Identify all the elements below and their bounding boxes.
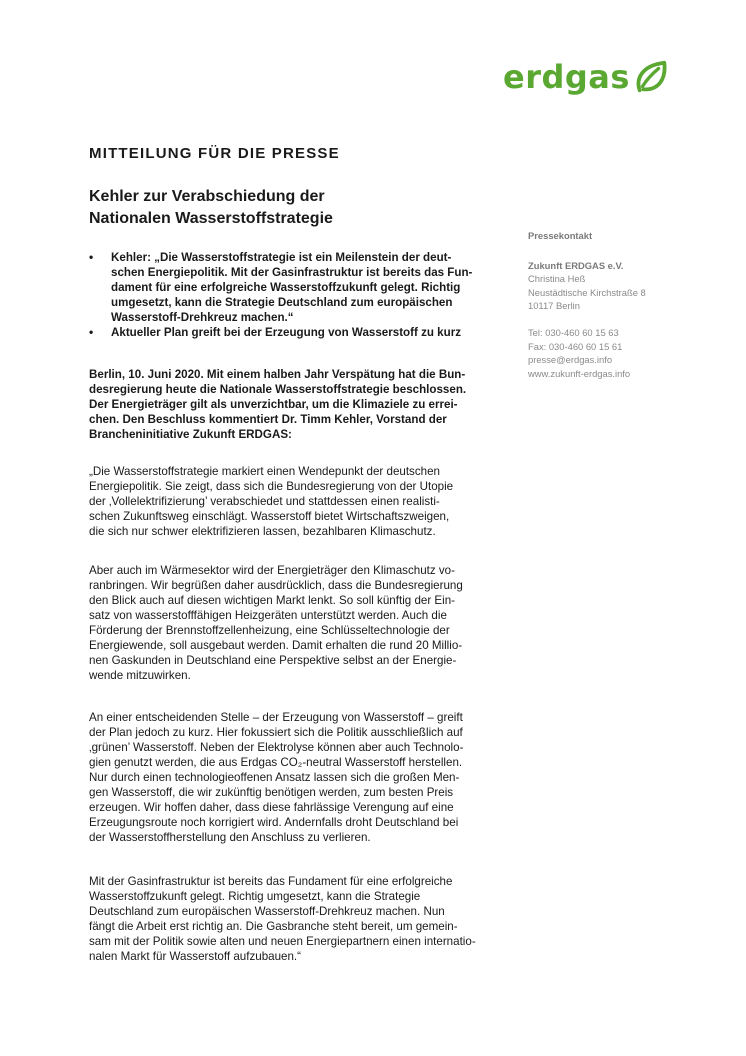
bullet-line: • Aktueller Plan greift bei der Erzeugung von Wasserstoff zu kurz: [111, 326, 462, 339]
text-line: schen Zukunftsweg einschlägt. Wasserstoff bietet Wirtschaftszweigen,: [89, 510, 450, 523]
text-line: gien genutzt werden, die aus Erdgas CO₂-neutral Wasserstoff herstellen.: [89, 756, 463, 769]
contact-city: 10117 Berlin: [528, 300, 580, 312]
text-line: Berlin, 10. Juni 2020. Mit einem halben Jahr Verspätung hat die Bun-: [89, 368, 466, 381]
contact-phone: Tel: 030-460 60 15 63: [528, 326, 619, 338]
contact-title: Pressekontakt: [528, 230, 593, 241]
logo-wordmark: erdgas: [503, 58, 630, 96]
text-line: ‚grünen’ Wasserstoff. Neben der Elektrolyse können aber auch Technolo-: [89, 741, 464, 754]
text-line: Energiepolitik. Sie zeigt, dass sich die Bundesregierung von der Utopie: [89, 480, 454, 493]
contact-email[interactable]: presse@erdgas.info: [528, 354, 613, 366]
contact-fax: Fax: 030-460 60 15 61: [528, 340, 623, 352]
text-line: wende mitzuwirken.: [89, 669, 191, 682]
body-paragraph: [89, 563, 505, 683]
contact-street: Neustädtische Kirchstraße 8: [528, 286, 646, 298]
text-line: Förderung der Brennstoffzellenheizung, eine Schlüsseltechnologie der: [89, 624, 450, 637]
text-line: Wasserstoffzukunft gelegt. Richtig umgesetzt, kann die Strategie: [89, 890, 421, 903]
text-line: Energiewende, soll ausgebaut werden. Damit erhalten die rund 20 Millio-: [89, 639, 463, 652]
text-line: sam mit der Politik sowie alten und neuen Energiepartnern einen internatio-: [89, 935, 476, 948]
text-line: gen Wasserstoff, die wir zukünftig benötigen werden, zum besten Preis: [89, 786, 454, 799]
text-line: fängt die Arbeit erst richtig an. Die Gasbranche steht bereit, um gemein-: [89, 920, 458, 933]
text-line: nen Gaskunden in Deutschland eine Perspektive selbst an der Energie-: [89, 654, 457, 667]
text-line: der Wasserstoffherstellung den Anschluss zu verlieren.: [89, 831, 371, 844]
bullet-line: schen Energiepolitik. Mit der Gasinfrastruktur ist bereits das Fun-: [111, 266, 473, 279]
text-line: Deutschland zum europäischen Wasserstoff-Drehkreuz machen. Nun: [89, 905, 445, 918]
text-line: Brancheninitiative Zukunft ERDGAS:: [89, 428, 292, 441]
text-line: chen. Den Beschluss kommentiert Dr. Timm Kehler, Vorstand der: [89, 413, 447, 426]
bullet-item: [89, 325, 503, 340]
summary-bullets: [89, 250, 503, 340]
contact-website[interactable]: www.zukunft-erdgas.info: [528, 367, 631, 379]
press-contact: [528, 229, 728, 380]
text-line: desregierung heute die Nationale Wasserstoffstrategie beschlossen.: [89, 383, 467, 396]
contact-organization: Zukunft ERDGAS e.V.: [528, 259, 624, 271]
lead-paragraph: [89, 367, 505, 442]
body-paragraph: [89, 874, 505, 964]
text-line: die sich nur schwer elektrifizieren lassen, bezahlbaren Klimaschutz.: [89, 525, 436, 538]
bullet-line: • Kehler: „Die Wasserstoffstrategie ist ein Meilenstein der deut-: [111, 251, 452, 264]
text-line: An einer entscheidenden Stelle – der Erzeugung von Wasserstoff – greift: [89, 711, 463, 724]
text-line: Der Energieträger gilt als unverzichtbar, um die Klimaziele zu errei-: [89, 398, 458, 411]
body-paragraph: [89, 464, 505, 539]
text-line: Aber auch im Wärmesektor wird der Energieträger den Klimaschutz vo-: [89, 564, 455, 577]
text-line: Nur durch einen technologieoffenen Ansatz lassen sich die großen Men-: [89, 771, 460, 784]
text-line: der ‚Vollelektrifizierung’ verabschiedet und stattdessen einen realisti-: [89, 495, 440, 508]
text-line: satz von wasserstofffähigen Heizgeräten unterstützt werden. Auch die: [89, 609, 447, 622]
brand-logo: [503, 54, 673, 100]
press-release-label: MITTEILUNG FÜR DIE PRESSE: [89, 145, 340, 162]
title-line: Kehler zur Verabschiedung der: [89, 188, 325, 205]
text-line: der Plan jedoch zu kurz. Hier fokussiert sich die Politik ausschließlich auf: [89, 726, 463, 739]
bullet-line: umgesetzt, kann die Strategie Deutschland zum europäischen: [111, 296, 453, 309]
body-paragraph: [89, 710, 505, 845]
title-line: Nationalen Wasserstoffstrategie: [89, 210, 333, 227]
text-line: „Die Wasserstoffstrategie markiert einen Wendepunkt der deutschen: [89, 465, 440, 478]
text-line: Erzeugungsroute noch korrigiert wird. Andernfalls droht Deutschland bei: [89, 816, 459, 829]
text-line: nalen Markt für Wasserstoff aufzubauen.“: [89, 950, 302, 963]
contact-person: Christina Heß: [528, 273, 586, 285]
bullet-line: dament für eine erfolgreiche Wasserstoffzukunft gelegt. Richtig: [111, 281, 461, 294]
text-line: den Blick auch auf diesen wichtigen Markt lenkt. So soll künftig der Ein-: [89, 594, 456, 607]
text-line: Mit der Gasinfrastruktur ist bereits das Fundament für eine erfolgreiche: [89, 875, 453, 888]
text-line: erzeugen. Wir hoffen daher, dass diese fahrlässige Verengung auf eine: [89, 801, 454, 814]
bullet-line: Wasserstoff-Drehkreuz machen.“: [111, 311, 294, 324]
leaf-icon: [632, 58, 670, 96]
page-title: [89, 186, 469, 230]
bullet-item: [89, 250, 503, 325]
text-line: ranbringen. Wir begrüßen daher ausdrücklich, dass die Bundesregierung: [89, 579, 463, 592]
